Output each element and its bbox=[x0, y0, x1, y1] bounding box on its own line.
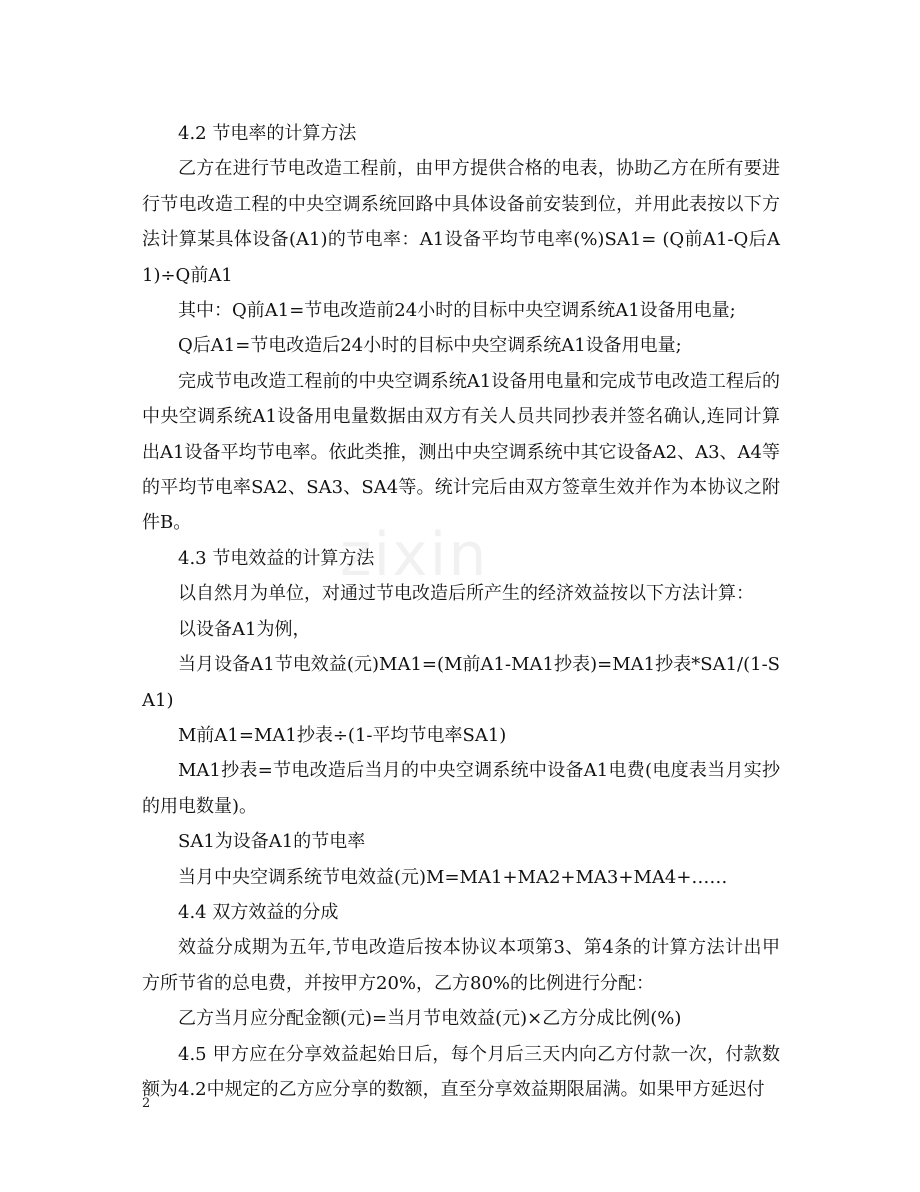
paragraph: 其中：Q前A1=节电改造前24小时的目标中央空调系统A1设备用电量; bbox=[178, 300, 736, 322]
paragraph: 完成节电改造工程前的中央空调系统A1设备用电量和完成节电改造工程后的中央空调系统A1设备用电量数据由双方有关人员共同抄表并签名确认,连同计算出A1设备平均节电率。依此类推，测出中央空调系统中其它设备A2、A3、A4等的平均节电率SA2、SA3、SA4等。统计完后由双方签章生效并作为本协议之附件B。 bbox=[142, 370, 780, 534]
paragraph: SA1为设备A1的节电率 bbox=[178, 831, 366, 853]
paragraph: MA1抄表=节电改造后当月的中央空调系统中设备A1电费(电度表当月实抄的用电数量)。 bbox=[142, 760, 780, 817]
document-body bbox=[142, 116, 780, 1107]
section-heading-4-3: 4.3 节电效益的计算方法 bbox=[178, 547, 375, 569]
formula-line: 当月设备A1节电效益(元)MA1=(M前A1-MA1抄表)=MA1抄表*SA1/(1-SA1) bbox=[142, 654, 780, 711]
section-heading-4-4: 4.4 双方效益的分成 bbox=[178, 901, 339, 923]
formula-line: 乙方当月应分配金额(元)=当月节电效益(元)×乙方分成比例(%) bbox=[178, 1008, 682, 1030]
paragraph: Q后A1=节电改造后24小时的目标中央空调系统A1设备用电量; bbox=[178, 335, 682, 357]
paragraph: 以自然月为单位，对通过节电改造后所产生的经济效益按以下方法计算： bbox=[178, 583, 754, 605]
watermark: zixin bbox=[340, 520, 489, 590]
page-number: 2 bbox=[142, 1096, 151, 1111]
section-heading-4-2: 4.2 节电率的计算方法 bbox=[178, 123, 357, 144]
paragraph: 以设备A1为例， bbox=[178, 618, 311, 640]
paragraph: 乙方在进行节电改造工程前，由甲方提供合格的电表，协助乙方在所有要进行节电改造工程的中央空调系统回路中具体设备前安装到位，并用此表按以下方法计算某具体设备(A1)的节电率：A1设备平均节电率(%)SA1= (Q前A1-Q后A1)÷Q前A1 bbox=[142, 158, 780, 286]
formula-line: 当月中央空调系统节电效益(元)M=MA1+MA2+MA3+MA4+…… bbox=[178, 866, 728, 888]
formula-line: M前A1=MA1抄表÷(1-平均节电率SA1) bbox=[178, 724, 507, 746]
paragraph: 4.5 甲方应在分享效益起始日后，每个月后三天内向乙方付款一次，付款数额为4.2中规定的乙方应分享的数额，直至分享效益期限届满。如果甲方延迟付 bbox=[142, 1043, 780, 1100]
paragraph: 效益分成期为五年,节电改造后按本协议本项第3、第4条的计算方法计出甲方所节省的总电费，并按甲方20%，乙方80%的比例进行分配： bbox=[142, 937, 780, 994]
